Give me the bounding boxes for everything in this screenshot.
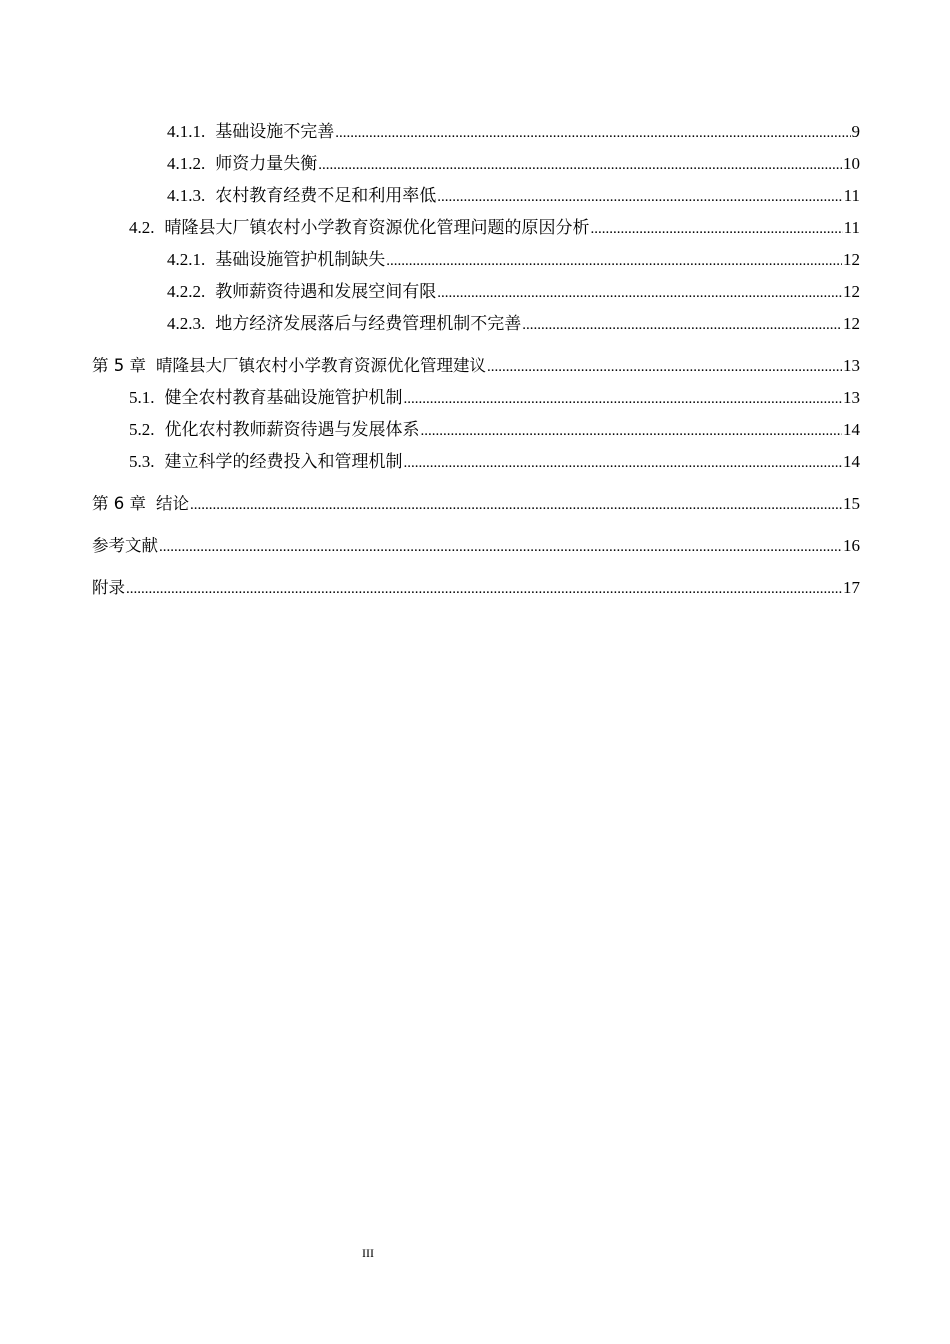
toc-entry-title: 优化农村教师薪资待遇与发展体系 xyxy=(164,420,420,439)
toc-entry-title: 参考文献 xyxy=(92,536,158,555)
toc-entry-number: 5.3. xyxy=(129,452,155,471)
toc-leader-dots xyxy=(404,447,843,479)
toc-entry-title: 地方经济发展落后与经费管理机制不完善 xyxy=(215,314,522,333)
toc-entry[interactable] xyxy=(92,116,860,148)
toc-entry-page: 10 xyxy=(843,154,860,173)
toc-leader-dots xyxy=(190,489,842,521)
toc-entry-page: 17 xyxy=(843,578,860,597)
toc-entry[interactable] xyxy=(92,244,860,276)
toc-entry-number: 4.2. xyxy=(129,218,155,237)
toc-entry[interactable] xyxy=(92,180,860,212)
toc-entry-page: 9 xyxy=(851,122,860,141)
toc-entry[interactable] xyxy=(92,446,860,478)
toc-leader-dots xyxy=(421,415,843,447)
toc-leader-dots xyxy=(404,383,843,415)
toc-leader-dots xyxy=(487,351,842,383)
toc-chapter-entry[interactable] xyxy=(92,530,860,562)
toc-entry-page: 12 xyxy=(843,282,860,301)
toc-entry-title: 晴隆县大厂镇农村小学教育资源优化管理问题的原因分析 xyxy=(164,218,590,237)
toc-entry-number: 4.1.2. xyxy=(167,154,206,173)
toc-leader-dots xyxy=(126,573,842,605)
toc-leader-dots xyxy=(522,309,842,341)
toc-entry-page: 14 xyxy=(843,420,860,439)
table-of-contents xyxy=(92,116,860,604)
toc-entry-page: 15 xyxy=(843,494,860,513)
toc-entry-number: 第 5 章 xyxy=(92,356,146,375)
toc-chapter-entry[interactable] xyxy=(92,488,860,520)
toc-leader-dots xyxy=(386,245,842,277)
toc-entry-number: 4.2.3. xyxy=(167,314,206,333)
toc-leader-dots xyxy=(159,531,842,563)
toc-entry-number: 4.1.1. xyxy=(167,122,206,141)
toc-chapter-entry[interactable] xyxy=(92,572,860,604)
toc-entry-page: 12 xyxy=(843,314,860,333)
page-footer xyxy=(0,1246,736,1261)
toc-entry-title: 农村教育经费不足和利用率低 xyxy=(215,186,437,205)
toc-entry-page: 13 xyxy=(843,388,860,407)
toc-entry[interactable] xyxy=(92,276,860,308)
toc-entry-title: 附录 xyxy=(92,578,125,597)
toc-entry-title: 教师薪资待遇和发展空间有限 xyxy=(215,282,437,301)
toc-entry-title: 建立科学的经费投入和管理机制 xyxy=(164,452,403,471)
toc-entry-number: 4.2.2. xyxy=(167,282,206,301)
toc-entry-title: 晴隆县大厂镇农村小学教育资源优化管理建议 xyxy=(156,356,486,375)
toc-entry-title: 结论 xyxy=(156,494,189,513)
toc-leader-dots xyxy=(318,149,842,181)
toc-entry[interactable] xyxy=(92,382,860,414)
toc-entry[interactable] xyxy=(92,148,860,180)
toc-entry-title: 师资力量失衡 xyxy=(215,154,318,173)
toc-entry-number: 5.2. xyxy=(129,420,155,439)
toc-entry-title: 基础设施管护机制缺失 xyxy=(215,250,386,269)
toc-leader-dots xyxy=(437,277,842,309)
toc-entry-page: 11 xyxy=(843,186,860,205)
toc-entry-page: 16 xyxy=(843,536,860,555)
toc-leader-dots xyxy=(591,213,843,245)
toc-entry-number: 第 6 章 xyxy=(92,494,146,513)
toc-leader-dots xyxy=(437,181,842,213)
toc-entry-number: 5.1. xyxy=(129,388,155,407)
page-number: III xyxy=(362,1246,374,1260)
toc-entry-page: 14 xyxy=(843,452,860,471)
toc-leader-dots xyxy=(335,117,850,149)
toc-entry-page: 11 xyxy=(843,218,860,237)
toc-entry-page: 12 xyxy=(843,250,860,269)
toc-entry-number: 4.1.3. xyxy=(167,186,206,205)
toc-entry[interactable] xyxy=(92,308,860,340)
toc-entry-title: 基础设施不完善 xyxy=(215,122,335,141)
toc-entry-page: 13 xyxy=(843,356,860,375)
toc-chapter-entry[interactable] xyxy=(92,350,860,382)
toc-entry-title: 健全农村教育基础设施管护机制 xyxy=(164,388,403,407)
toc-entry[interactable] xyxy=(92,212,860,244)
toc-entry-number: 4.2.1. xyxy=(167,250,206,269)
toc-entry[interactable] xyxy=(92,414,860,446)
